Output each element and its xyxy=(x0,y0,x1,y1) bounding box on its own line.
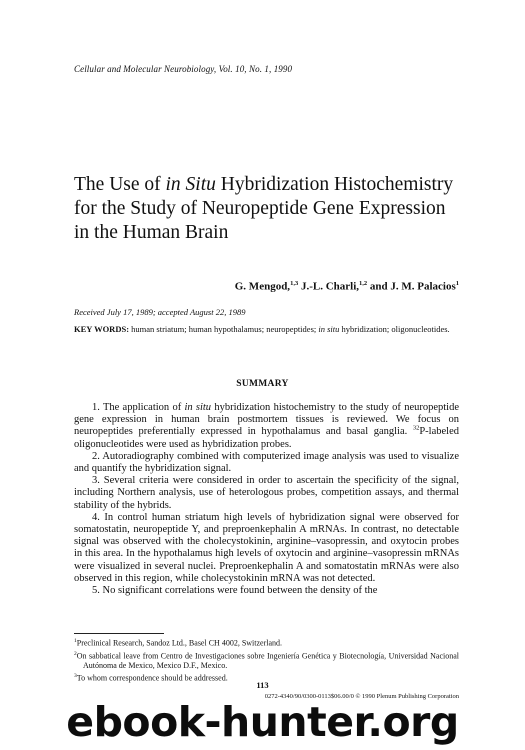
author-name: and J. M. Palacios xyxy=(367,280,456,293)
footnote-marker: 3 xyxy=(74,673,77,680)
title-part-1: The Use of xyxy=(74,174,166,195)
isotope-superscript: 32 xyxy=(412,424,420,432)
author-affiliation: 1,3 xyxy=(290,280,299,287)
author-name: G. Mengod, xyxy=(234,280,291,293)
footnote xyxy=(74,636,459,649)
summary-text: P-labeled oligonucleotides were used as hybridization probes. xyxy=(74,426,459,450)
footnote-marker: 1 xyxy=(74,638,77,644)
footnote-text: Preclinical Research, Sandoz Ltd., Basel CH 4002, Switzerland. xyxy=(76,638,283,648)
footnote-text: On sabbatical leave from Centro de Investigaciones sobre Ingeniería Genética y Biotecnología, Universidad Nacional Autónoma de Mexico, Mexico D.F., Mexico. xyxy=(76,651,459,671)
summary-heading: SUMMARY xyxy=(236,379,289,389)
summary-text: hybridization histochemistry to the study of neuropeptide gene expression in human brain postmortem tissues is reviewed. We focus on neuropeptides preferentially expressed in hypothalamus and basal ganglia. xyxy=(74,402,460,438)
title-italic: in Situ xyxy=(165,174,216,195)
keywords-label: KEY WORDS: xyxy=(74,324,130,334)
summary-italic: in situ xyxy=(184,402,212,413)
summary-paragraph-1 xyxy=(74,402,459,451)
summary-body xyxy=(74,402,459,597)
footnotes xyxy=(74,636,459,684)
author-affiliation: 1 xyxy=(455,280,459,287)
footnote xyxy=(74,649,459,672)
summary-text: 1. The application of xyxy=(92,402,185,413)
keywords-text-1: human striatum; human hypothalamus; neuropeptides; xyxy=(129,324,319,334)
summary-paragraph-4: 4. In control human striatum high levels of hybridization signal were observed for somatostatin, neuropeptide Y, and preproenkephalin A mRNAs. In contrast, no detectable signal was observed with the cholecystokinin, arginine–vasopressin, and oxytocin probes in this area. In the hypothalamus high levels of oxytocin and arginine–vasopressin mRNAs were visualized in several nuclei. Preproenkephalin A and somatostatin mRNAs were also observed in this region, while cholecystokinin mRNA was not detected. xyxy=(74,511,459,584)
footnote-marker: 2 xyxy=(74,650,77,657)
author-affiliation: 1,2 xyxy=(359,280,368,287)
author-name: J.-L. Charli, xyxy=(298,280,359,293)
article-title xyxy=(74,173,454,245)
copyright-line: 0272-4340/90/0300-0113$06.00/0 © 1990 Plenum Publishing Corporation xyxy=(264,693,459,700)
footnote-divider xyxy=(74,633,164,634)
keywords-text-2: hybridization; oligonucleotides. xyxy=(339,324,450,334)
summary-paragraph-3: 3. Several criteria were considered in order to ascertain the specificity of the signal, including Northern analysis, use of heterologous probes, competition assays, and thermal stability of the hybrids. xyxy=(74,475,459,511)
keywords xyxy=(74,324,459,335)
received-dates: Received July 17, 1989; accepted August 22, 1989 xyxy=(74,307,246,317)
summary-paragraph-5: 5. No significant correlations were found between the density of the xyxy=(92,585,378,597)
footnote-text: To whom correspondence should be addressed. xyxy=(76,673,228,683)
keywords-italic: in situ xyxy=(318,324,340,334)
page-number: 113 xyxy=(256,680,269,690)
journal-citation: Cellular and Molecular Neurobiology, Vol. 10, No. 1, 1990 xyxy=(74,64,293,74)
watermark: ebook-hunter.org xyxy=(66,698,459,746)
summary-paragraph-2: 2. Autoradiography combined with computerized image analysis was used to visualize and quantify the hybridization signal. xyxy=(74,450,459,475)
title-part-2: Hybridization Histochemistry for the Study of Neuropeptide Gene Expression in the Human Brain xyxy=(74,174,454,243)
author-list xyxy=(235,280,459,293)
